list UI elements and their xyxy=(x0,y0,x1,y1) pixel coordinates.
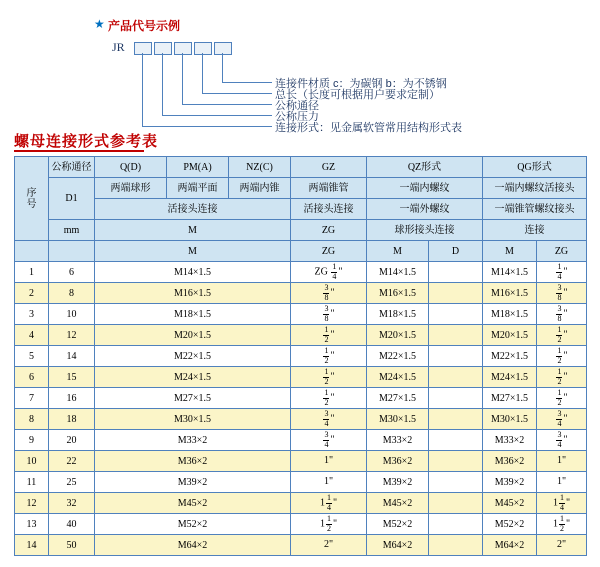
header-form-qg: 一端内螺纹活接头 xyxy=(483,178,587,199)
cell-qz-m: M24×1.5 xyxy=(367,367,429,388)
cell-qd-m: M20×1.5 xyxy=(95,325,291,346)
cell-qg-zg: $\frac{3}{4}$ " xyxy=(537,430,587,451)
table-body xyxy=(15,262,587,556)
cell-qg-m: M20×1.5 xyxy=(483,325,537,346)
cell-qg-m: M45×2 xyxy=(483,493,537,514)
cell-gz-zg: 1" xyxy=(291,451,367,472)
header-group-nz-code: NZ(C) xyxy=(229,157,291,178)
leader-line-3-vertical xyxy=(182,53,183,104)
table-row xyxy=(15,409,587,430)
diagram-note-nominal-pressure: 公称压力 xyxy=(275,111,319,123)
cell-gz-zg: $\frac{1}{2}$ " xyxy=(291,388,367,409)
table-row xyxy=(15,451,587,472)
cell-qd-m: M30×1.5 xyxy=(95,409,291,430)
cell-seq: 12 xyxy=(15,493,49,514)
code-box-5 xyxy=(214,42,232,55)
cell-qg-m: M52×2 xyxy=(483,514,537,535)
cell-gz-zg: 1 $\frac{1}{4}$ " xyxy=(291,493,367,514)
header-form-qd: 两端球形 xyxy=(95,178,167,199)
cell-qg-zg: 1 $\frac{1}{2}$ " xyxy=(537,514,587,535)
cell-seq: 4 xyxy=(15,325,49,346)
cell-dn: 50 xyxy=(49,535,95,556)
header-dn-label: 公称通径 xyxy=(49,157,95,178)
cell-qg-m: M27×1.5 xyxy=(483,388,537,409)
section-title: 螺母连接形式参考表 xyxy=(14,133,159,150)
cell-qg-m: M22×1.5 xyxy=(483,346,537,367)
header-seq xyxy=(15,157,49,241)
cell-qz-d xyxy=(429,430,483,451)
table-row xyxy=(15,283,587,304)
cell-qd-m: M16×1.5 xyxy=(95,283,291,304)
cell-gz-zg: $\frac{1}{2}$ " xyxy=(291,367,367,388)
cell-qd-m: M33×2 xyxy=(95,430,291,451)
cell-qd-m: M64×2 xyxy=(95,535,291,556)
cell-qg-m: M30×1.5 xyxy=(483,409,537,430)
table-row xyxy=(15,430,587,451)
cell-qz-m: M33×2 xyxy=(367,430,429,451)
table-row xyxy=(15,367,587,388)
cell-seq: 8 xyxy=(15,409,49,430)
cell-dn: 14 xyxy=(49,346,95,367)
cell-seq: 10 xyxy=(15,451,49,472)
cell-qd-m: M24×1.5 xyxy=(95,367,291,388)
leader-line-2-horizontal xyxy=(202,93,272,94)
header-dn-sub: D1 xyxy=(49,178,95,220)
table-row xyxy=(15,388,587,409)
nut-connection-table-wrap xyxy=(14,156,586,556)
cell-qg-zg: $\frac{1}{2}$ " xyxy=(537,325,587,346)
header-subcol-gz-zg: ZG xyxy=(291,241,367,262)
table-header-row-codes xyxy=(15,157,587,178)
cell-qd-m: M27×1.5 xyxy=(95,388,291,409)
cell-qz-m: M27×1.5 xyxy=(367,388,429,409)
cell-qg-zg: $\frac{3}{8}$ " xyxy=(537,304,587,325)
header-sub-gz-zg: ZG xyxy=(291,220,367,241)
table-header-row-joints xyxy=(15,199,587,220)
cell-dn: 16 xyxy=(49,388,95,409)
leader-line-1-horizontal xyxy=(222,82,272,83)
cell-qz-m: M18×1.5 xyxy=(367,304,429,325)
cell-qz-d xyxy=(429,493,483,514)
header-form-nz: 两端内锥 xyxy=(229,178,291,199)
cell-qg-m: M33×2 xyxy=(483,430,537,451)
header-dn-unit: mm xyxy=(49,220,95,241)
header-joint-qg: 一端锥管螺纹接头 xyxy=(483,199,587,220)
header-spacer-seq xyxy=(15,241,49,262)
cell-dn: 12 xyxy=(49,325,95,346)
table-row xyxy=(15,346,587,367)
header-sub-qd-m: M xyxy=(95,220,291,241)
cell-qz-m: M14×1.5 xyxy=(367,262,429,283)
header-subcol-qd-m: M xyxy=(95,241,291,262)
header-thread-qg: 连接 xyxy=(483,220,587,241)
header-group-gz-code: GZ xyxy=(291,157,367,178)
cell-dn: 40 xyxy=(49,514,95,535)
cell-qg-m: M64×2 xyxy=(483,535,537,556)
cell-seq: 7 xyxy=(15,388,49,409)
cell-qg-zg: $\frac{1}{2}$ " xyxy=(537,388,587,409)
cell-qz-d xyxy=(429,367,483,388)
cell-qd-m: M45×2 xyxy=(95,493,291,514)
cell-qz-m: M52×2 xyxy=(367,514,429,535)
cell-qd-m: M39×2 xyxy=(95,472,291,493)
header-group-qg-code: QG形式 xyxy=(483,157,587,178)
diagram-note-length: 总长（长度可根据用户要求定制） xyxy=(275,89,440,101)
table-row xyxy=(15,535,587,556)
diagram-note-nominal-diameter: 公称通径 xyxy=(275,100,319,112)
cell-seq: 13 xyxy=(15,514,49,535)
cell-qz-d xyxy=(429,283,483,304)
cell-qz-d xyxy=(429,472,483,493)
cell-qg-zg: $\frac{1}{2}$ " xyxy=(537,346,587,367)
leader-line-2-vertical xyxy=(202,53,203,93)
cell-dn: 10 xyxy=(49,304,95,325)
cell-qz-m: M20×1.5 xyxy=(367,325,429,346)
header-form-gz: 两端锥管 xyxy=(291,178,367,199)
table-row xyxy=(15,493,587,514)
cell-qg-m: M24×1.5 xyxy=(483,367,537,388)
header-form-qz: 一端内螺纹 xyxy=(367,178,483,199)
cell-qd-m: M14×1.5 xyxy=(95,262,291,283)
cell-gz-zg: $\frac{3}{4}$ " xyxy=(291,430,367,451)
cell-qg-zg: $\frac{1}{2}$ " xyxy=(537,367,587,388)
cell-gz-zg: 1 $\frac{1}{2}$ " xyxy=(291,514,367,535)
title-underline xyxy=(14,150,144,152)
cell-seq: 9 xyxy=(15,430,49,451)
header-seq-label: 序 号 xyxy=(26,187,37,210)
cell-dn: 20 xyxy=(49,430,95,451)
table-header-row-extra xyxy=(15,220,587,241)
code-box-3 xyxy=(174,42,192,55)
cell-seq: 1 xyxy=(15,262,49,283)
header-group-qd-code: Q(D) xyxy=(95,157,167,178)
code-box-4 xyxy=(194,42,212,55)
code-box-2 xyxy=(154,42,172,55)
code-prefix: JR xyxy=(112,40,125,54)
diagram-note-material: 连接件材质 c：为碳钢 b：为不锈钢 xyxy=(275,78,447,90)
header-subcol-qg-m: M xyxy=(483,241,537,262)
cell-qg-zg: 1" xyxy=(537,451,587,472)
cell-qz-d xyxy=(429,409,483,430)
cell-qg-m: M36×2 xyxy=(483,451,537,472)
cell-qz-d xyxy=(429,304,483,325)
cell-gz-zg: $\frac{3}{8}$ " xyxy=(291,304,367,325)
cell-qg-zg: 2" xyxy=(537,535,587,556)
header-subcol-qz-d: D xyxy=(429,241,483,262)
cell-qz-d xyxy=(429,514,483,535)
cell-qg-zg: 1 $\frac{1}{4}$ " xyxy=(537,493,587,514)
cell-qg-m: M14×1.5 xyxy=(483,262,537,283)
leader-line-5-horizontal xyxy=(142,126,272,127)
cell-qz-m: M16×1.5 xyxy=(367,283,429,304)
header-form-pm: 两端平面 xyxy=(167,178,229,199)
cell-dn: 25 xyxy=(49,472,95,493)
cell-gz-zg: $\frac{3}{8}$ " xyxy=(291,283,367,304)
header-group-qz-code: QZ形式 xyxy=(367,157,483,178)
header-joint-gz: 活接头连接 xyxy=(291,199,367,220)
cell-dn: 8 xyxy=(49,283,95,304)
table-row xyxy=(15,325,587,346)
cell-qz-m: M64×2 xyxy=(367,535,429,556)
cell-qz-m: M39×2 xyxy=(367,472,429,493)
cell-gz-zg: ZG $\frac{1}{4}$ " xyxy=(291,262,367,283)
cell-qz-d xyxy=(429,388,483,409)
cell-qz-d xyxy=(429,325,483,346)
cell-gz-zg: 1" xyxy=(291,472,367,493)
cell-qz-d xyxy=(429,262,483,283)
cell-qg-m: M39×2 xyxy=(483,472,537,493)
header-joint-qd: 活接头连接 xyxy=(95,199,291,220)
cell-seq: 6 xyxy=(15,367,49,388)
cell-qz-m: M30×1.5 xyxy=(367,409,429,430)
header-group-pm-code: PM(A) xyxy=(167,157,229,178)
header-spacer-dn xyxy=(49,241,95,262)
cell-qd-m: M36×2 xyxy=(95,451,291,472)
cell-dn: 18 xyxy=(49,409,95,430)
cell-qg-zg: $\frac{3}{4}$ " xyxy=(537,409,587,430)
cell-seq: 5 xyxy=(15,346,49,367)
nut-connection-table xyxy=(14,156,587,556)
cell-gz-zg: $\frac{1}{2}$ " xyxy=(291,325,367,346)
cell-dn: 15 xyxy=(49,367,95,388)
cell-qz-m: M36×2 xyxy=(367,451,429,472)
product-code-diagram xyxy=(0,0,600,134)
cell-qz-d xyxy=(429,451,483,472)
leader-line-3-horizontal xyxy=(182,104,272,105)
cell-qd-m: M18×1.5 xyxy=(95,304,291,325)
cell-qd-m: M52×2 xyxy=(95,514,291,535)
cell-gz-zg: 2" xyxy=(291,535,367,556)
header-subcol-qz-m: M xyxy=(367,241,429,262)
cell-qg-m: M18×1.5 xyxy=(483,304,537,325)
cell-qg-zg: 1" xyxy=(537,472,587,493)
cell-gz-zg: $\frac{1}{2}$ " xyxy=(291,346,367,367)
cell-dn: 22 xyxy=(49,451,95,472)
cell-qz-m: M45×2 xyxy=(367,493,429,514)
cell-qd-m: M22×1.5 xyxy=(95,346,291,367)
diagram-title: 产品代号示例 xyxy=(108,19,181,33)
cell-dn: 32 xyxy=(49,493,95,514)
cell-qz-d xyxy=(429,535,483,556)
table-row xyxy=(15,472,587,493)
star-icon: ★ xyxy=(94,17,105,31)
table-header-row-subcols xyxy=(15,241,587,262)
cell-seq: 14 xyxy=(15,535,49,556)
cell-seq: 11 xyxy=(15,472,49,493)
cell-seq: 2 xyxy=(15,283,49,304)
code-box-1 xyxy=(134,42,152,55)
cell-qg-zg: $\frac{3}{8}$ " xyxy=(537,283,587,304)
diagram-note-connection-type: 连接形式：见金属软管常用结构形式表 xyxy=(275,122,462,134)
cell-qz-m: M22×1.5 xyxy=(367,346,429,367)
leader-line-4-vertical xyxy=(162,53,163,115)
cell-qg-m: M16×1.5 xyxy=(483,283,537,304)
cell-qz-d xyxy=(429,346,483,367)
cell-qg-zg: $\frac{1}{4}$ " xyxy=(537,262,587,283)
table-row xyxy=(15,304,587,325)
leader-line-4-horizontal xyxy=(162,115,272,116)
cell-seq: 3 xyxy=(15,304,49,325)
table-row xyxy=(15,514,587,535)
leader-line-1-vertical xyxy=(222,53,223,82)
cell-dn: 6 xyxy=(49,262,95,283)
leader-line-5-vertical xyxy=(142,53,143,126)
table-header-row-forms xyxy=(15,178,587,199)
cell-gz-zg: $\frac{3}{4}$ " xyxy=(291,409,367,430)
header-subcol-qg-zg: ZG xyxy=(537,241,587,262)
header-thread-qz: 球形接头连接 xyxy=(367,220,483,241)
table-row xyxy=(15,262,587,283)
header-joint-qz: 一端外螺纹 xyxy=(367,199,483,220)
